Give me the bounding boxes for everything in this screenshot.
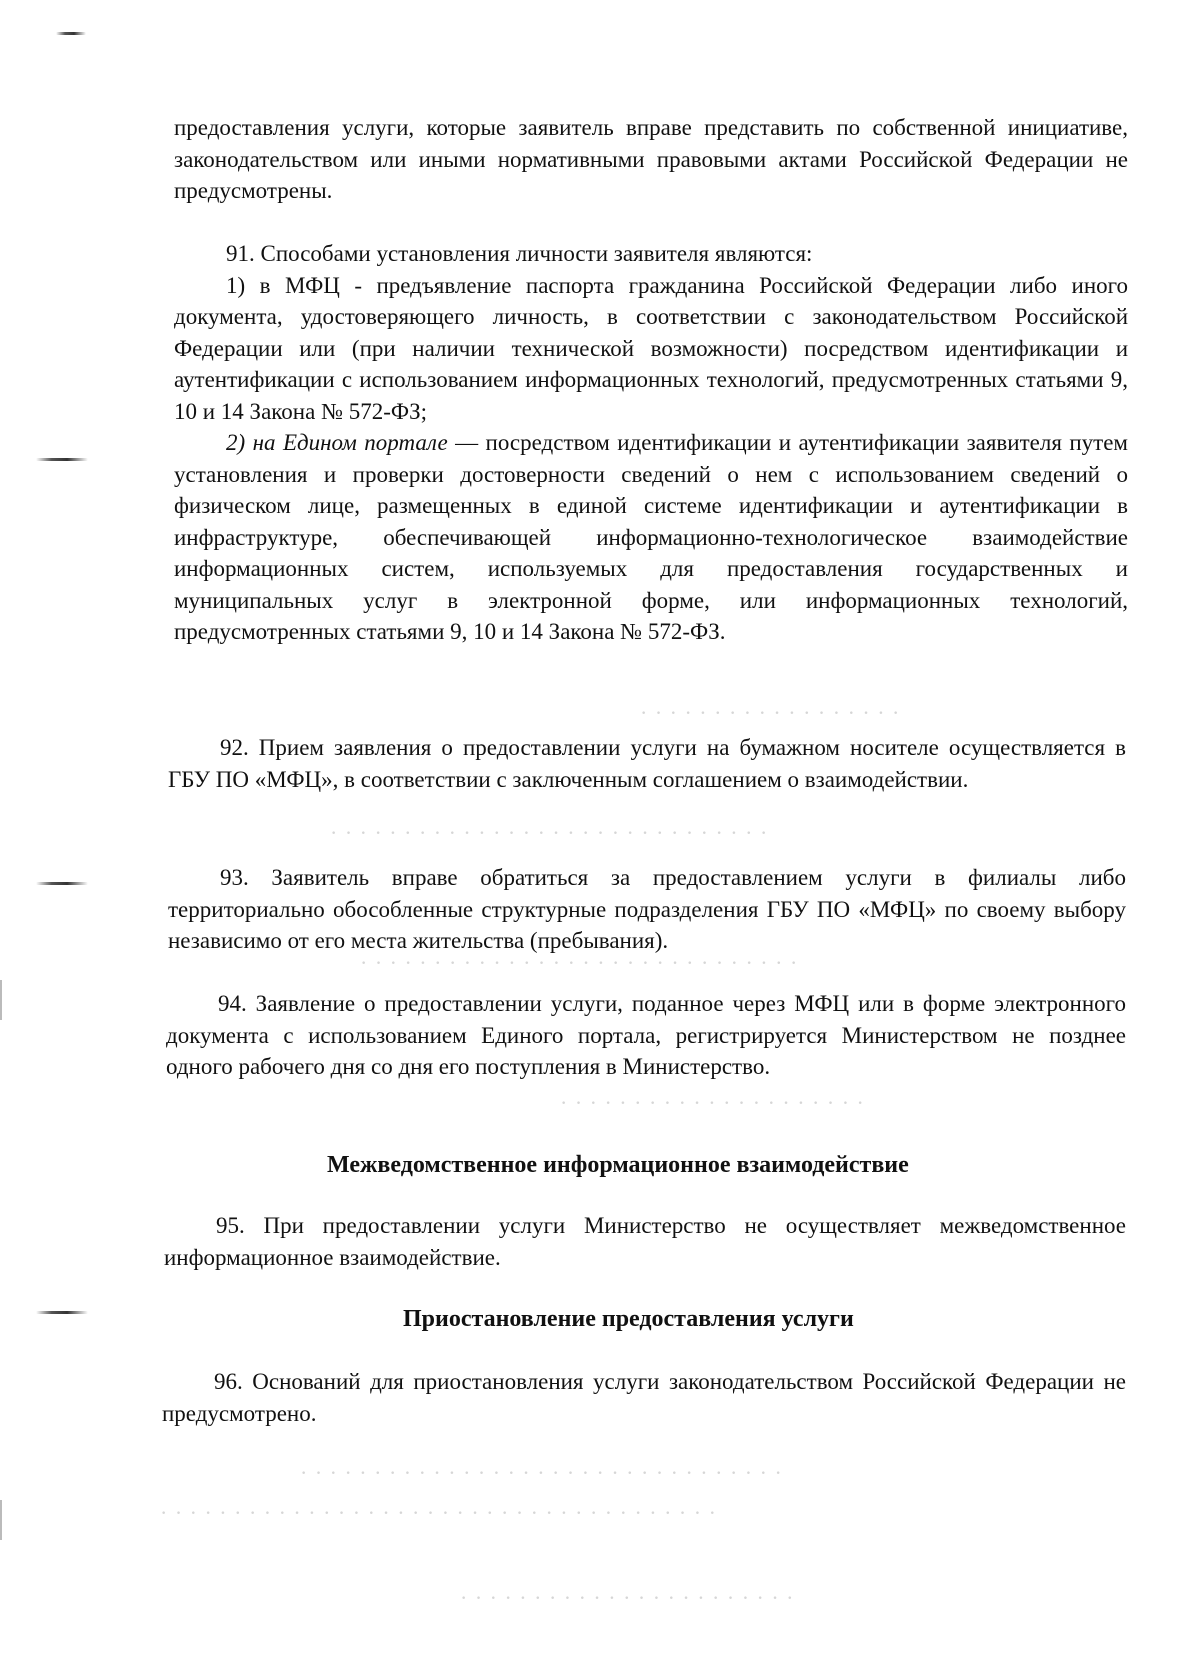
paragraph-95 bbox=[164, 1210, 1126, 1273]
paragraph-93-text: 93. Заявитель вправе обратиться за предоставлением услуги в филиалы либо территориально обособленные структурные подразделения ГБУ ПО «МФЦ» по своему выбору независимо от его места жительства (пребывания). bbox=[168, 865, 1126, 953]
paragraph-94 bbox=[166, 988, 1126, 1083]
paragraph-93 bbox=[168, 862, 1126, 957]
scan-edge-mark bbox=[36, 1311, 88, 1314]
paragraph-94-text: 94. Заявление о предоставлении услуги, поданное через МФЦ или в форме электронного документа с использованием Единого портала, регистрируется Министерством не позднее одного рабочего дня со дня его поступления в Министерство. bbox=[166, 991, 1126, 1079]
bleed-through: · · · · · · · · · · · · · · · · · · · · · · · · · · · · · · · · · bbox=[300, 1460, 783, 1485]
scan-edge-line bbox=[0, 1500, 2, 1540]
paragraph-96 bbox=[162, 1366, 1126, 1429]
bleed-through: · · · · · · · · · · · · · · · · · · · · · · · · · · · · · · bbox=[330, 820, 769, 845]
paragraph-91-lead: 91. Способами установления личности заявителя являются: bbox=[226, 241, 813, 266]
section-heading-suspension: Приостановление предоставления услуги bbox=[403, 1306, 854, 1332]
item-2-rest: — посредством идентификации и аутентификации заявителя путем установления и проверки достоверности сведений о нем с использованием сведений о физическом лице, размещенных в единой системе идентификации и аутентификации в инфраструктуре, обеспечивающей информационно-технологическое взаимодействие информационных систем, используемых для предоставления государственных и муниципальных услуг в электронной форме, или информационных технологий, предусмотренных статьями 9, 10 и 14 Закона № 572-ФЗ. bbox=[174, 430, 1128, 644]
item-2-italic-lead: 2) на Едином портале bbox=[226, 430, 448, 455]
section-heading-interagency: Межведомственное информационное взаимодействие bbox=[327, 1152, 909, 1178]
paragraph-96-text: 96. Оснований для приостановления услуги законодательством Российской Федерации не предусмотрено. bbox=[162, 1369, 1126, 1426]
intro-paragraph bbox=[174, 112, 1128, 207]
paragraph-95-text: 95. При предоставлении услуги Министерство не осуществляет межведомственное информационное взаимодействие. bbox=[164, 1213, 1126, 1270]
paragraph-91-item-2 bbox=[174, 427, 1128, 648]
paragraph-92-text: 92. Прием заявления о предоставлении услуги на бумажном носителе осуществляется в ГБУ ПО «МФЦ», в соответствии с заключенным соглашением о взаимодействии. bbox=[168, 735, 1126, 792]
bleed-through: · · · · · · · · · · · · · · · · · · · · · · · · · · · · · · bbox=[360, 950, 799, 975]
scan-edge-mark bbox=[36, 458, 88, 461]
intro-text: предоставления услуги, которые заявитель вправе представить по собственной инициативе, законодательством или иными нормативными правовыми актами Российской Федерации не предусмотрены. bbox=[174, 115, 1128, 203]
bleed-through: · · · · · · · · · · · · · · · · · · · · · · · · · · · · · · · · · · · · · · bbox=[160, 1500, 717, 1525]
paragraph-92 bbox=[168, 732, 1126, 795]
paragraph-91 bbox=[174, 238, 1128, 648]
scan-edge-mark bbox=[56, 32, 86, 35]
bleed-through: · · · · · · · · · · · · · · · · · · bbox=[640, 700, 901, 725]
paragraph-91-item-1: 1) в МФЦ - предъявление паспорта гражданина Российской Федерации либо иного документа, удостоверяющего личность, в соответствии с законодательством Российской Федерации или (при наличии технической возможности) посредством идентификации и аутентификации с использованием информационных технологий, предусмотренных статьями 9, 10 и 14 Закона № 572-ФЗ; bbox=[174, 272, 1128, 424]
scan-edge-line bbox=[0, 980, 2, 1020]
bleed-through: · · · · · · · · · · · · · · · · · · · · · · · bbox=[460, 1585, 795, 1610]
scan-edge-mark bbox=[36, 882, 88, 885]
bleed-through: · · · · · · · · · · · · · · · · · · · · · bbox=[560, 1090, 865, 1115]
